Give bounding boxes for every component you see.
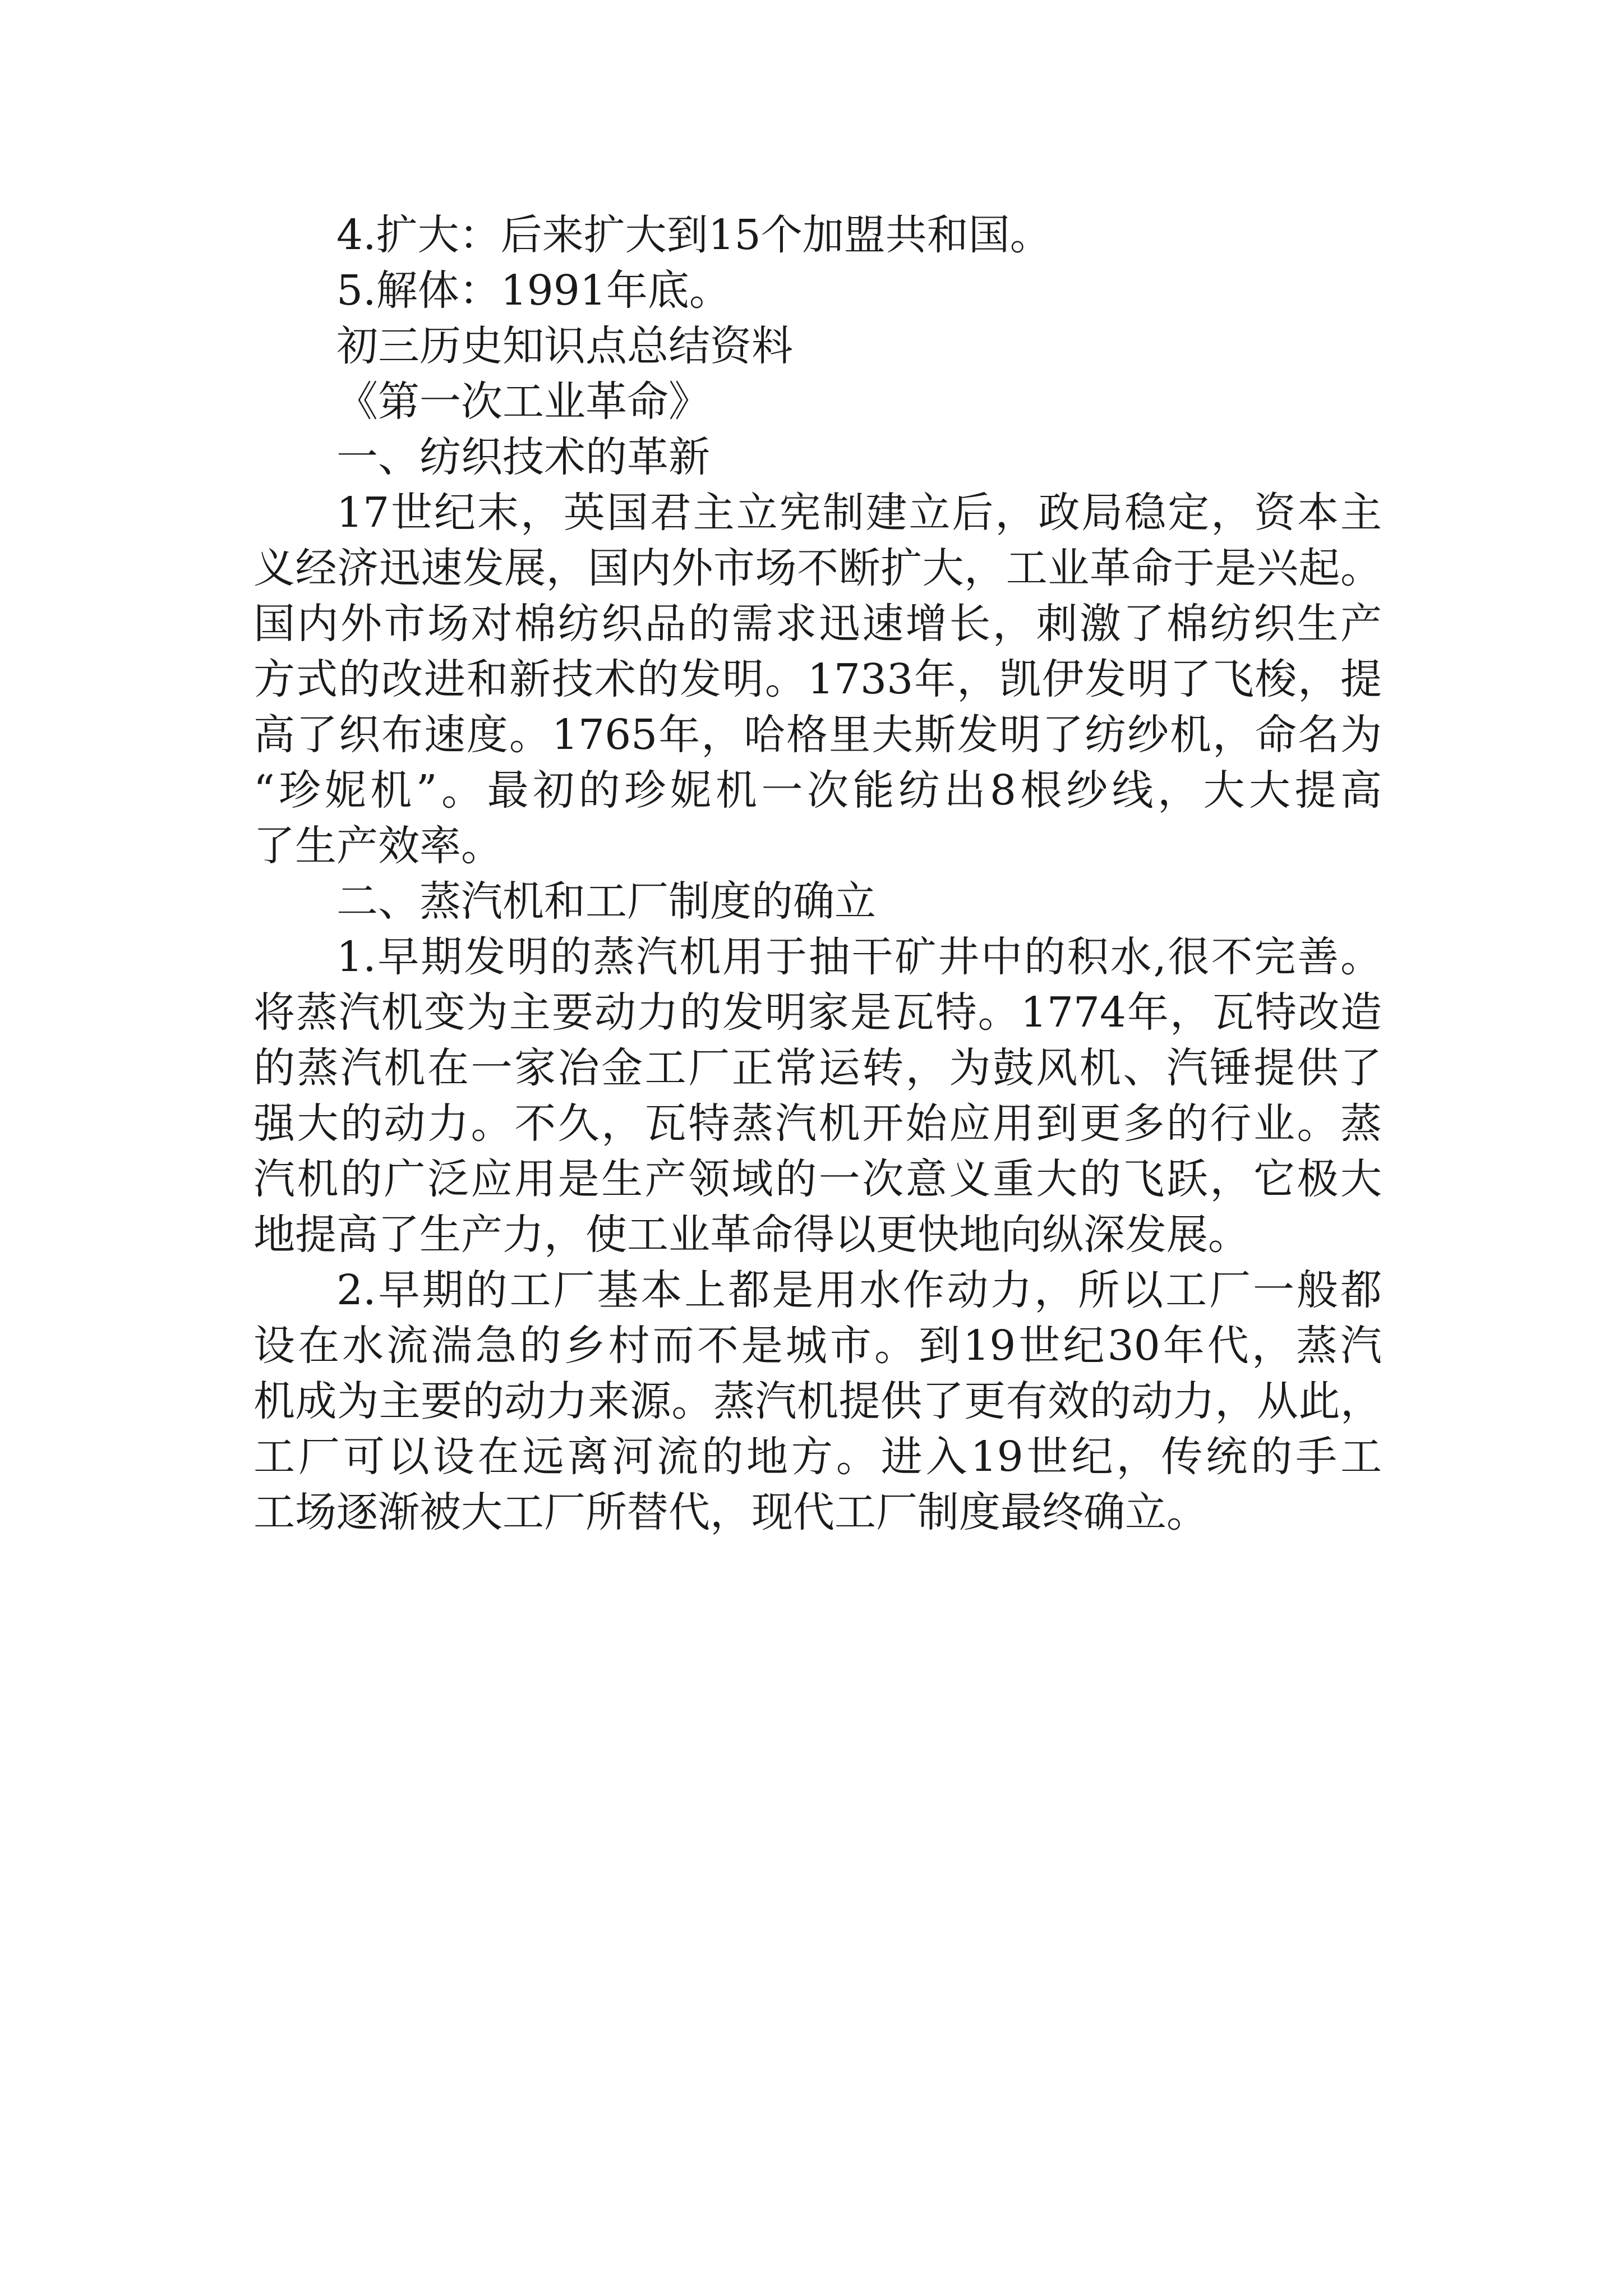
paragraph-line: 义经济迅速发展，国内外市场不断扩大，工业革命于是兴起。 [253, 544, 1382, 592]
chapter-title: 《第一次工业革命》 [336, 378, 710, 426]
paragraph-line: 17世纪末，英国君主立宪制建立后，政局稳定，资本主 [336, 489, 1382, 537]
text-line: 4.扩大：后来扩大到15个加盟共和国。 [336, 211, 1052, 259]
paragraph-line: 将蒸汽机变为主要动力的发明家是瓦特。1774年，瓦特改造 [253, 988, 1382, 1037]
text-line: 5.解体：1991年底。 [336, 266, 731, 315]
paragraph-line: 了生产效率。 [253, 822, 502, 870]
paragraph-line: 方式的改进和新技术的发明。1733年，凯伊发明了飞梭，提 [253, 655, 1382, 703]
paragraph-line: 高了织布速度。1765年，哈格里夫斯发明了纺纱机，命名为 [253, 711, 1382, 759]
paragraph-line: 地提高了生产力，使工业革命得以更快地向纵深发展。 [253, 1211, 1249, 1259]
paragraph-line: 工厂可以设在远离河流的地方。进入19世纪，传统的手工 [253, 1433, 1382, 1481]
paragraph-line: 工场逐渐被大工厂所替代，现代工厂制度最终确立。 [253, 1488, 1208, 1536]
paragraph-line: 2.早期的工厂基本上都是用水作动力，所以工厂一般都 [336, 1266, 1382, 1314]
paragraph-line: 国内外市场对棉纺织品的需求迅速增长，刺激了棉纺织生产 [253, 600, 1382, 648]
paragraph-line: 汽机的广泛应用是生产领域的一次意义重大的飞跃，它极大 [253, 1155, 1382, 1203]
section-heading: 一、纺织技术的革新 [336, 433, 710, 481]
document-body [253, 208, 1382, 1540]
paragraph-line: 1.早期发明的蒸汽机用于抽干矿井中的积水,很不完善。 [336, 933, 1382, 981]
paragraph-line: “珍妮机”。最初的珍妮机一次能纺出8根纱线，大大提高 [253, 766, 1382, 815]
paragraph-line: 强大的动力。不久，瓦特蒸汽机开始应用到更多的行业。蒸 [253, 1099, 1382, 1148]
section-heading: 初三历史知识点总结资料 [336, 322, 793, 370]
paragraph-line: 的蒸汽机在一家冶金工厂正常运转，为鼓风机、汽锤提供了 [253, 1044, 1382, 1092]
section-heading: 二、蒸汽机和工厂制度的确立 [336, 877, 876, 926]
paragraph-line: 机成为主要的动力来源。蒸汽机提供了更有效的动力，从此， [253, 1377, 1382, 1425]
paragraph-line: 设在水流湍急的乡村而不是城市。到19世纪30年代，蒸汽 [253, 1322, 1382, 1370]
